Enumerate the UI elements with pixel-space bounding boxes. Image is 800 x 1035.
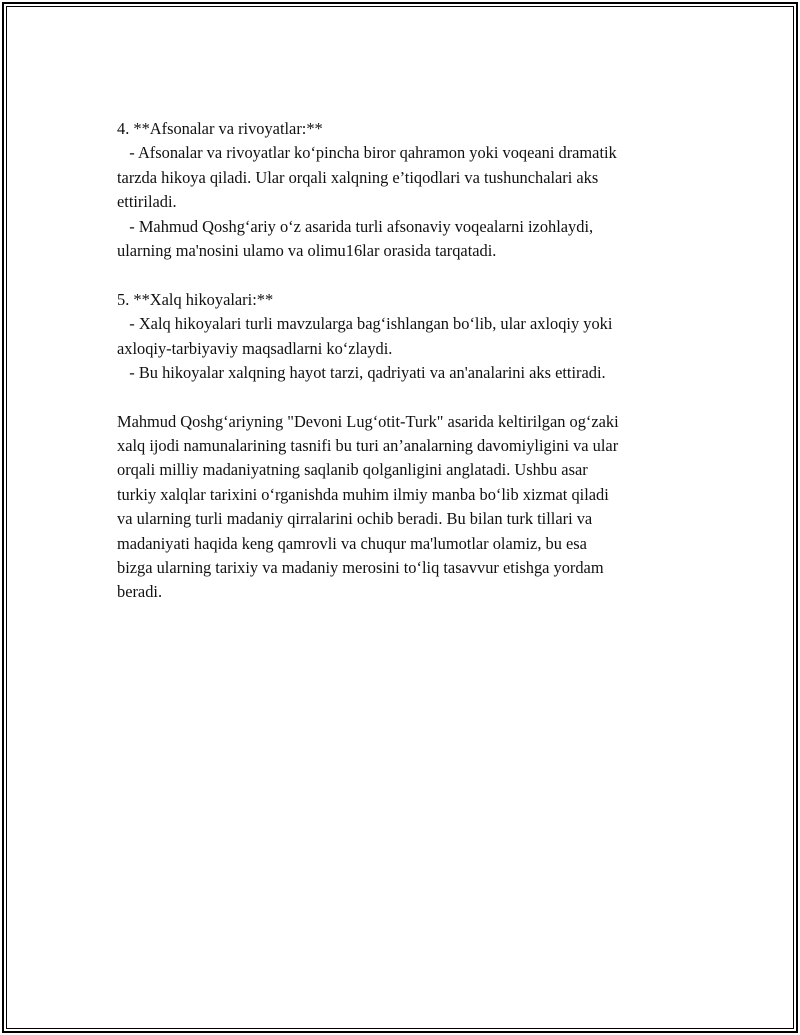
- paragraph-line: - Xalq hikoyalari turli mavzularga bag‘ishlangan bo‘lib, ular axloqiy yoki: [117, 314, 613, 334]
- paragraph-line: - Bu hikoyalar xalqning hayot tarzi, qadriyati va an'analarini aks ettiradi.: [117, 362, 606, 382]
- paragraph-line: - Afsonalar va rivoyatlar ko‘pincha biror qahramon yoki voqeani dramatik: [117, 143, 617, 163]
- paragraph-gap: [117, 385, 697, 409]
- paragraph-line: beradi.: [117, 582, 163, 602]
- paragraph-line: xalq ijodi namunalarining tasnifi bu turi an’analarning davomiyligini va ular: [117, 436, 619, 456]
- paragraph-line: axloqiy-tarbiyaviy maqsadlarni ko‘zlaydi.: [117, 338, 393, 358]
- section-heading: 4. **Afsonalar va rivoyatlar:**: [117, 119, 323, 138]
- paragraph-line: va ularning turli madaniy qirralarini ochib beradi. Bu bilan turk tillari va: [117, 509, 593, 529]
- document-body: [117, 117, 697, 605]
- paragraph-line: turkiy xalqlar tarixini o‘rganishda muhim ilmiy manba bo‘lib xizmat qiladi: [117, 484, 609, 504]
- paragraph-line: ettiriladi.: [117, 192, 177, 212]
- section-xalq-hikoyalari: [117, 288, 697, 386]
- paragraph-line: ularning ma'nosini ulamo va olimu16lar orasida tarqatadi.: [117, 240, 497, 260]
- paragraph-line: tarzda hikoya qiladi. Ular orqali xalqning e’tiqodlari va tushunchalari aks: [117, 167, 599, 187]
- section-afsonalar: [117, 117, 697, 263]
- paragraph-line: orqali milliy madaniyatning saqlanib qolganligini anglatadi. Ushbu asar: [117, 460, 588, 480]
- paragraph-line: Mahmud Qoshg‘ariyning "Devoni Lug‘otit-Turk" asarida keltirilgan og‘zaki: [117, 411, 619, 431]
- paragraph-gap: [117, 263, 697, 287]
- paragraph-line: bizga ularning tarixiy va madaniy merosini to‘liq tasavvur etishga yordam: [117, 558, 604, 578]
- conclusion-paragraph: [117, 410, 697, 605]
- section-heading: 5. **Xalq hikoyalari:**: [117, 289, 274, 309]
- paragraph-line: - Mahmud Qoshg‘ariy o‘z asarida turli afsonaviy voqealarni izohlaydi,: [117, 216, 594, 236]
- paragraph-line: madaniyati haqida keng qamrovli va chuqur ma'lumotlar olamiz, bu esa: [117, 533, 587, 553]
